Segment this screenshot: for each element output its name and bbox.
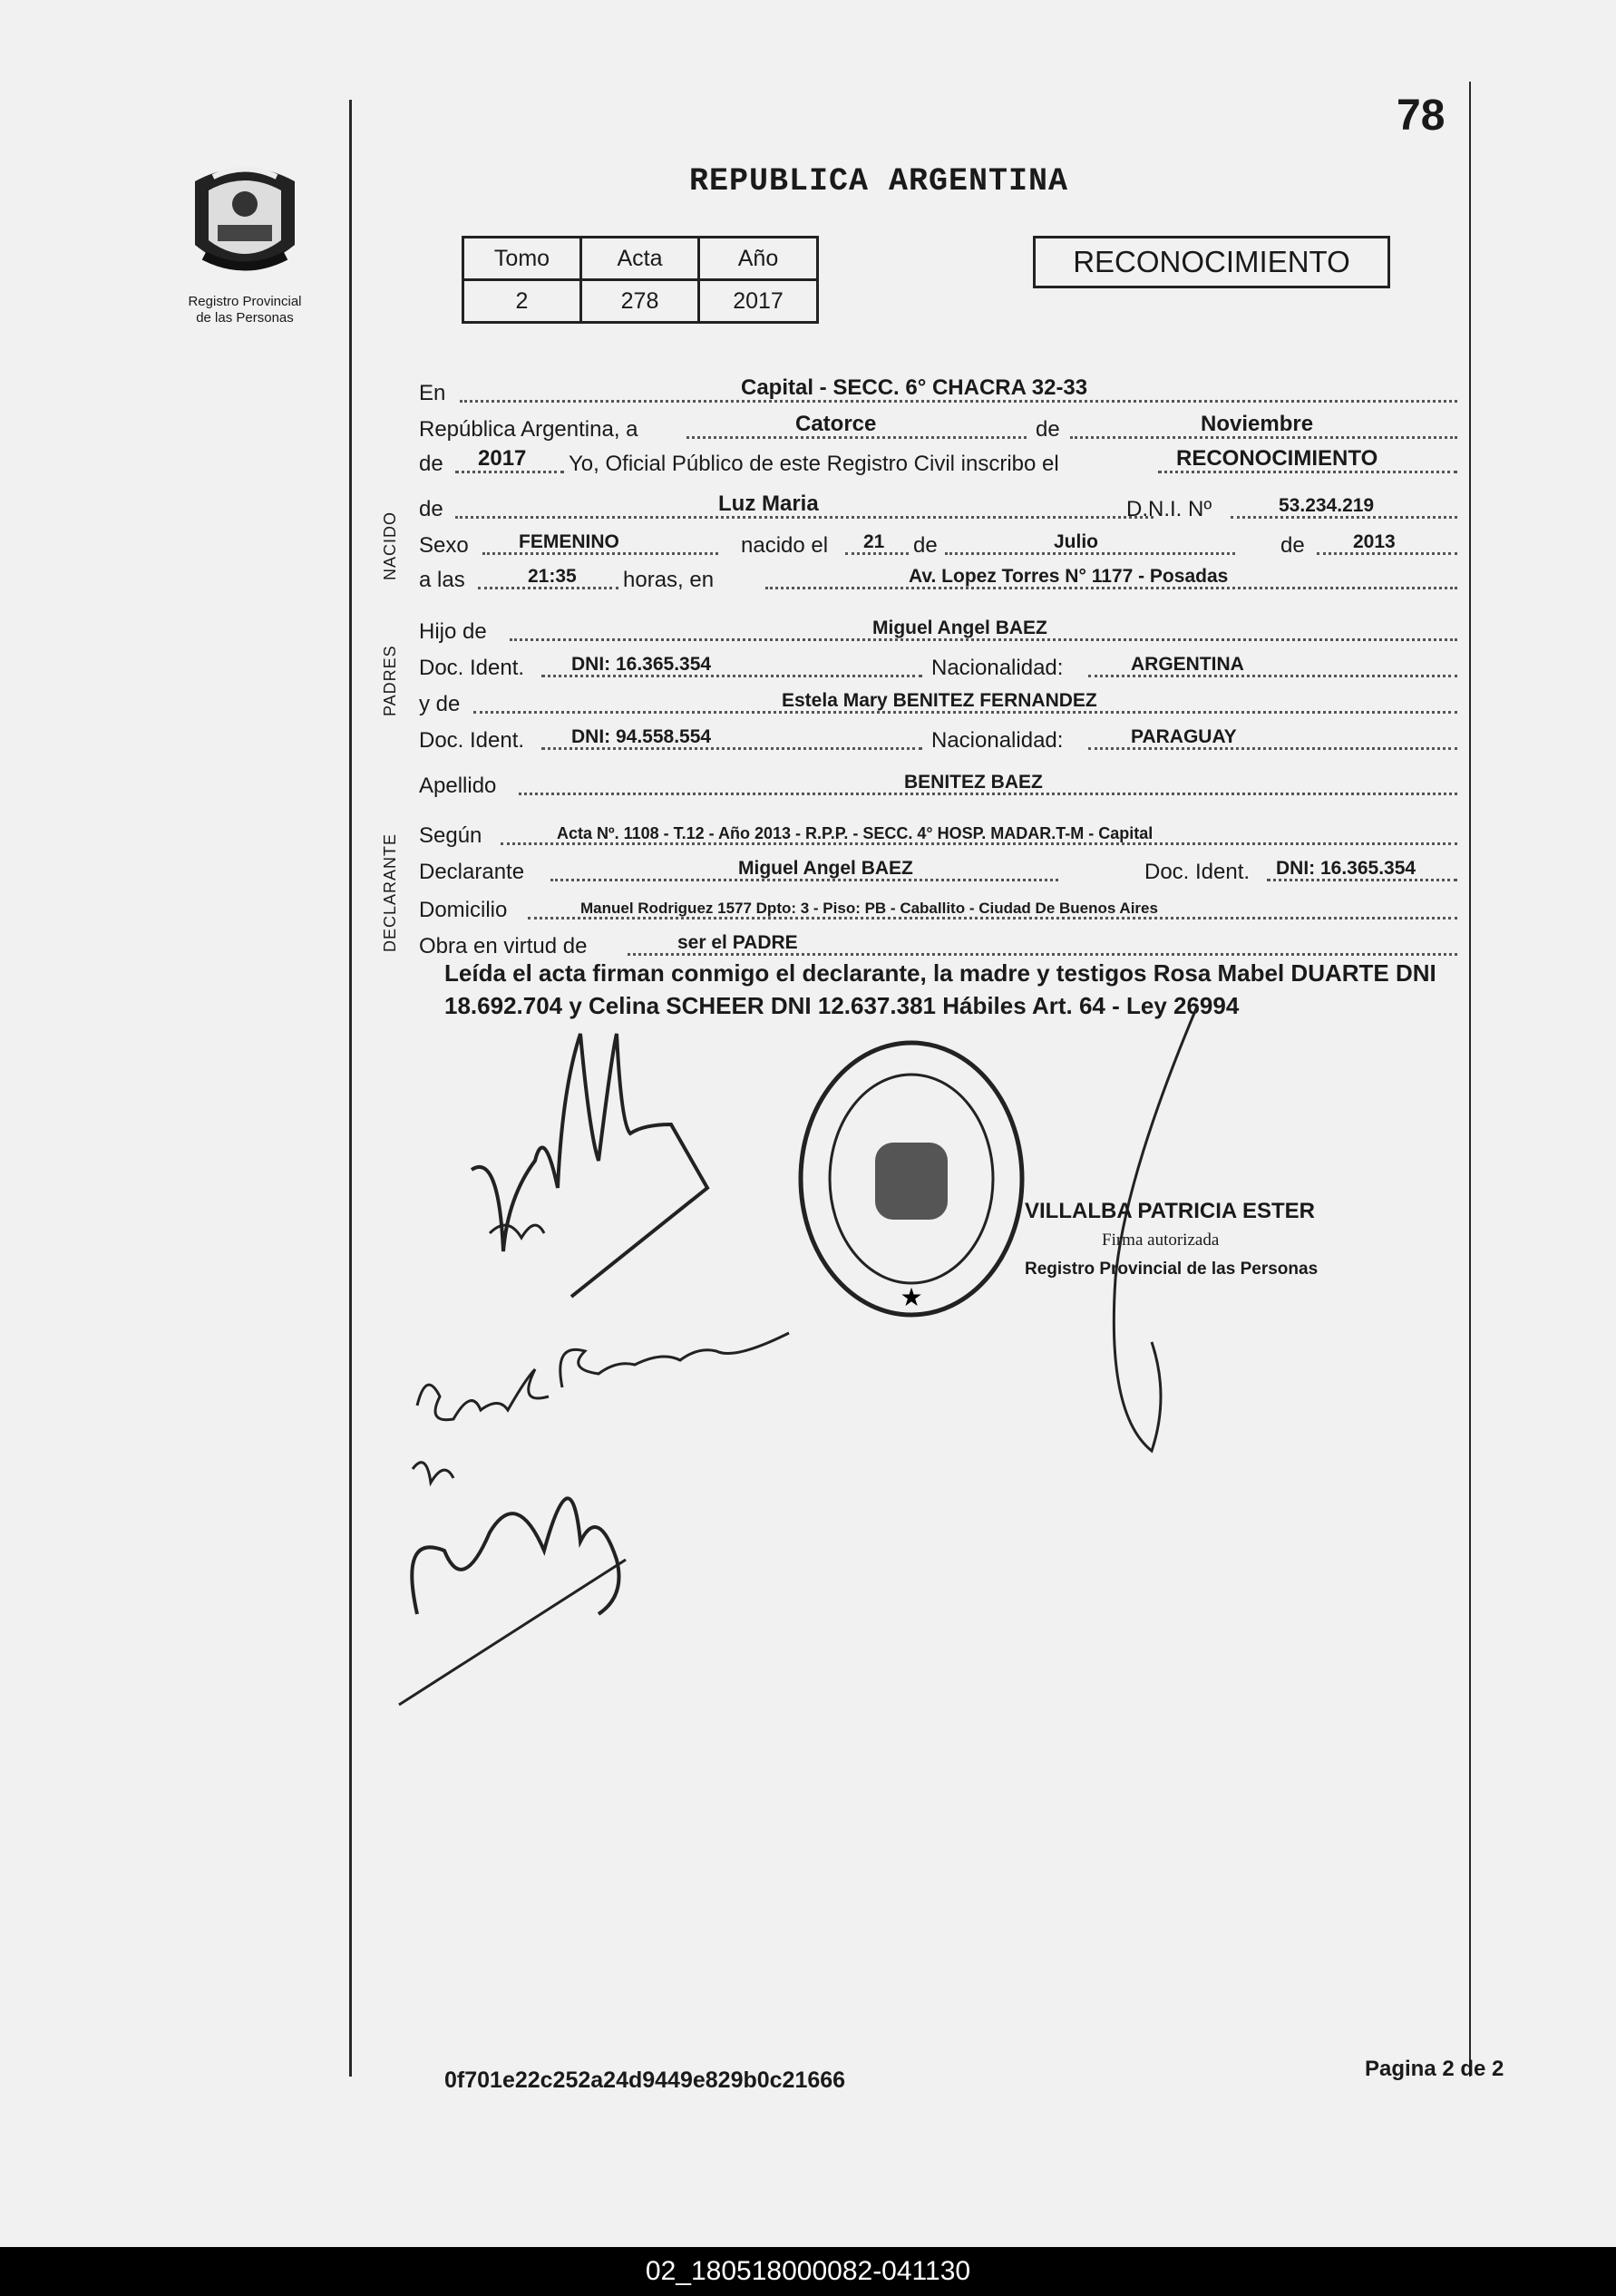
label-de-nombre: de <box>419 497 443 521</box>
label-domicilio: Domicilio <box>419 898 508 922</box>
row-doc-padre <box>419 648 1457 683</box>
label-a-las: a las <box>419 568 465 592</box>
value-declarante: Miguel Angel BAEZ <box>738 858 913 879</box>
logo-caption-line1: Registro Provincial <box>188 294 302 309</box>
label-declarante: Declarante <box>419 860 525 884</box>
label-dni: D.N.I. Nº <box>1126 497 1212 521</box>
signature-witnesses <box>390 1324 825 1795</box>
label-nac-padre: Nacionalidad: <box>931 656 1064 680</box>
value-padre: Miguel Angel BAEZ <box>872 618 1047 638</box>
left-margin-rule <box>349 100 352 2077</box>
value-obra: ser el PADRE <box>677 932 798 953</box>
row-apellido <box>419 766 1457 801</box>
row-en <box>419 374 1457 408</box>
label-segun: Según <box>419 823 482 848</box>
page-indicator: Pagina 2 de 2 <box>1365 2057 1504 2081</box>
official-block <box>1025 1197 1318 1284</box>
page-number: 78 <box>1397 92 1446 140</box>
side-label-nacido: NACIDO <box>381 511 399 580</box>
row-inscribo <box>419 444 1457 479</box>
value-doc-madre: DNI: 94.558.554 <box>571 726 712 747</box>
right-margin-rule <box>1469 82 1471 2077</box>
official-office: Registro Provincial de las Personas <box>1025 1260 1319 1279</box>
value-en: Capital - SECC. 6° CHACRA 32-33 <box>741 375 1088 400</box>
signature-declarante <box>435 1016 725 1324</box>
header-acta: Acta <box>581 238 699 280</box>
header-anio: Año <box>699 238 818 280</box>
registry-logo <box>177 154 313 340</box>
label-de-mes: de <box>1036 417 1060 442</box>
label-doc-padre: Doc. Ident. <box>419 656 525 680</box>
label-hijo-de: Hijo de <box>419 619 487 644</box>
label-apellido: Apellido <box>419 773 497 798</box>
record-table-header <box>463 238 818 280</box>
value-segun: Acta Nº. 1108 - T.12 - Año 2013 - R.P.P. - SECC. 4° HOSP. MADAR.T-M - Capital <box>557 824 1154 842</box>
value-apellido: BENITEZ BAEZ <box>904 772 1043 793</box>
closing-paragraph: Leída el acta firman conmigo el declarante, la madre y testigos Rosa Mabel DUARTE DNI 18.692.704 y Celina SCHEER DNI 12.637.381 Hábiles Art. 64 - Ley 26994 <box>444 959 1436 1019</box>
label-nac-de: de <box>913 533 938 558</box>
row-segun <box>419 816 1457 851</box>
row-domicilio <box>419 890 1457 925</box>
row-declarante <box>419 852 1457 887</box>
value-nac-padre: ARGENTINA <box>1131 654 1244 675</box>
value-domicilio: Manuel Rodriguez 1577 Dpto: 3 - Piso: PB - Caballito - Ciudad De Buenos Aires <box>580 900 1158 917</box>
value-nac-mes: Julio <box>1054 531 1099 552</box>
value-hora: 21:35 <box>528 566 577 587</box>
label-nac-madre: Nacionalidad: <box>931 728 1064 753</box>
label-nacido-el: nacido el <box>741 533 829 558</box>
label-obra: Obra en virtud de <box>419 934 588 958</box>
row-sexo <box>419 526 1457 560</box>
value-nac-madre: PARAGUAY <box>1131 726 1237 747</box>
row-doc-madre <box>419 721 1457 755</box>
label-doc-madre: Doc. Ident. <box>419 728 525 753</box>
row-hora <box>419 560 1457 595</box>
value-madre: Estela Mary BENITEZ FERNANDEZ <box>782 690 1097 711</box>
value-doc-declarante: DNI: 16.365.354 <box>1276 858 1416 879</box>
value-nombre: Luz Maria <box>718 491 819 516</box>
row-hijo <box>419 612 1457 647</box>
label-inscribo: Yo, Oficial Público de este Registro Civil inscribo el <box>569 452 1059 476</box>
label-de-anio: de <box>419 452 443 476</box>
value-doc-padre: DNI: 16.365.354 <box>571 654 712 675</box>
row-fecha <box>419 410 1457 444</box>
label-horas-en: horas, en <box>623 568 715 592</box>
registry-stamp <box>793 1034 1029 1324</box>
label-doc-declarante: Doc. Ident. <box>1144 860 1251 884</box>
logo-caption <box>177 294 313 326</box>
value-dni: 53.234.219 <box>1279 495 1375 516</box>
province-seal-icon <box>177 154 313 286</box>
value-nac-dia: 21 <box>863 531 885 552</box>
official-name: VILLALBA PATRICIA ESTER <box>1025 1199 1315 1223</box>
value-sexo: FEMENINO <box>519 531 619 552</box>
value-mes: Noviembre <box>1201 412 1314 436</box>
row-nombre <box>419 490 1457 524</box>
side-label-declarante: DECLARANTE <box>381 832 399 952</box>
value-dia: Catorce <box>795 412 877 436</box>
label-nac-de2: de <box>1280 533 1305 558</box>
record-table <box>462 236 819 324</box>
svg-text:★: ★ <box>900 1282 923 1312</box>
value-anio-inscripcion: 2017 <box>478 446 527 471</box>
record-table-values <box>463 280 818 323</box>
label-republica: República Argentina, a <box>419 417 638 442</box>
document-hash: 0f701e22c252a24d9449e829b0c21666 <box>444 2067 846 2093</box>
record-type-box: RECONOCIMIENTO <box>1033 236 1390 288</box>
value-tomo: 2 <box>463 280 581 323</box>
document-title: REPUBLICA ARGENTINA <box>689 163 1069 199</box>
value-inscribo: RECONOCIMIENTO <box>1176 446 1378 471</box>
label-sexo: Sexo <box>419 533 469 558</box>
row-madre <box>419 685 1457 719</box>
official-role: Firma autorizada <box>1102 1231 1220 1250</box>
value-anio: 2017 <box>699 280 818 323</box>
scan-footer-id: 02_180518000082-041130 <box>0 2247 1616 2296</box>
label-y-de: y de <box>419 692 461 716</box>
label-en: En <box>419 381 446 405</box>
value-nac-anio: 2013 <box>1353 531 1396 552</box>
side-label-padres: PADRES <box>381 645 399 716</box>
value-acta: 278 <box>581 280 699 323</box>
header-tomo: Tomo <box>463 238 581 280</box>
logo-caption-line2: de las Personas <box>196 310 294 326</box>
value-lugar: Av. Lopez Torres N° 1177 - Posadas <box>909 566 1229 587</box>
